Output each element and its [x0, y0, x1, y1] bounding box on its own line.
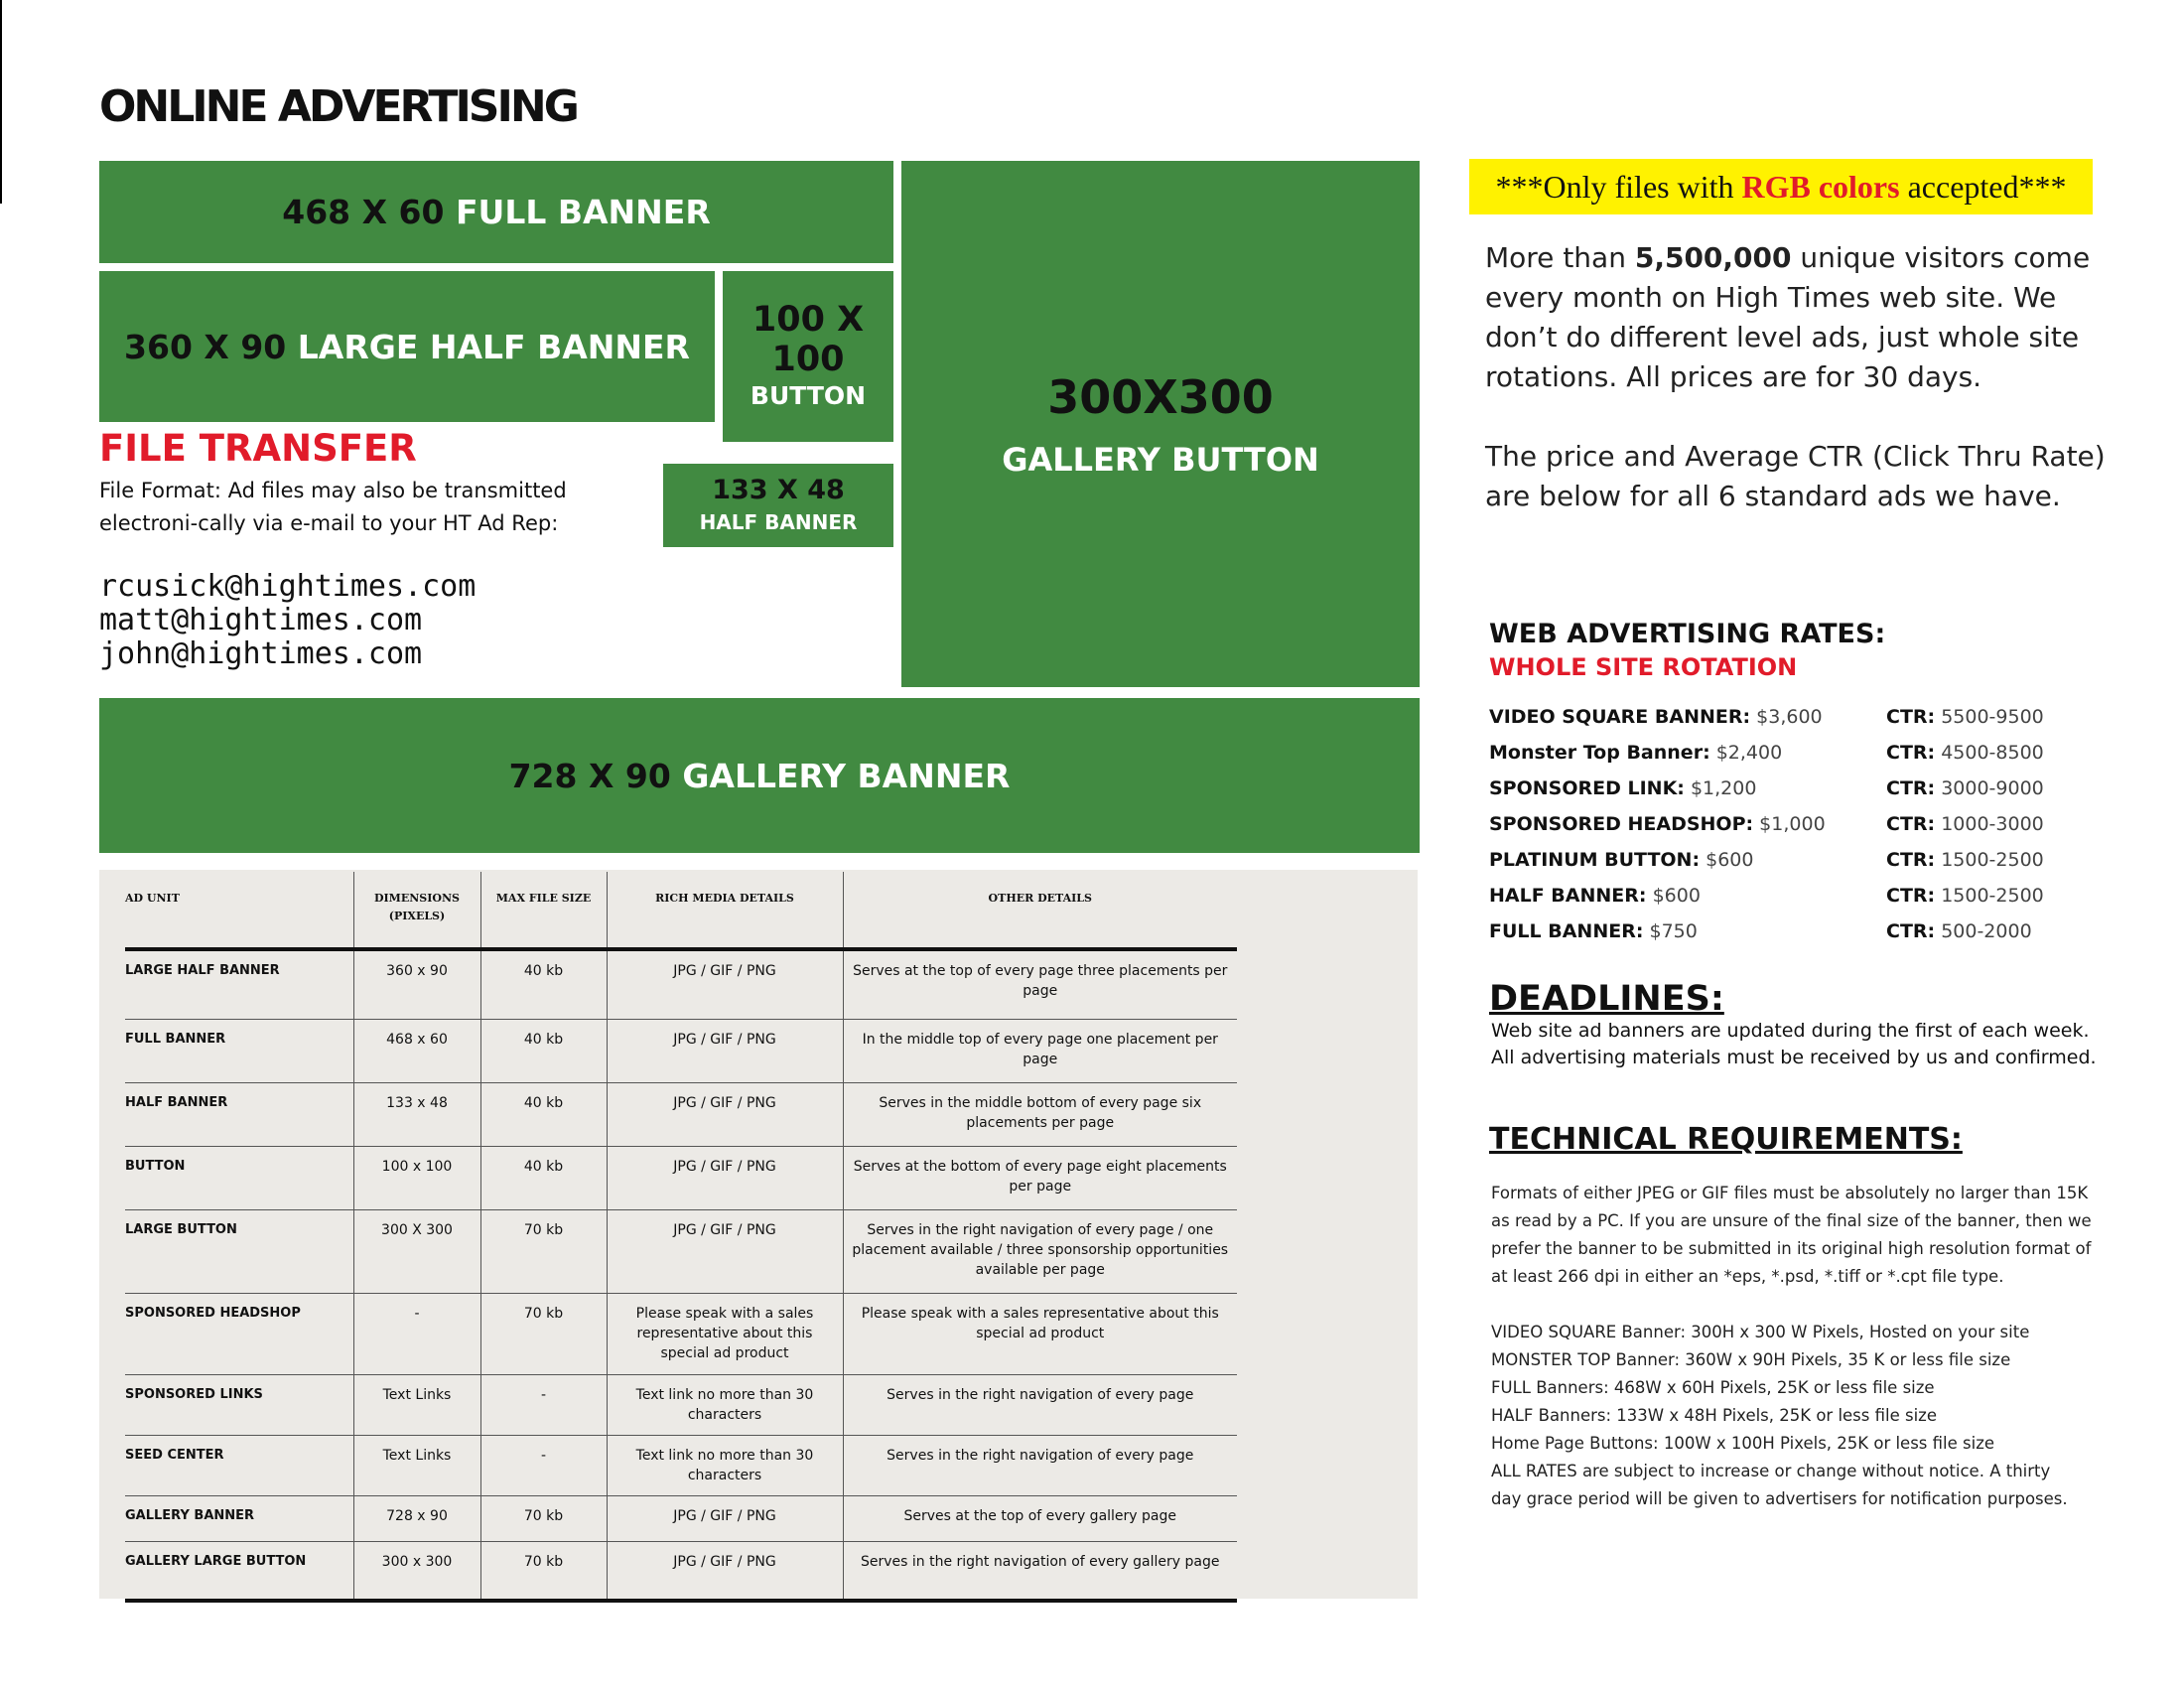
table-cell: FULL BANNER [125, 1019, 353, 1082]
email-link[interactable]: john@hightimes.com [99, 636, 423, 671]
technical-spec-line: Home Page Buttons: 100W x 100H Pixels, 25K or less file size [1491, 1434, 1995, 1453]
gallery-button-label: GALLERY BUTTON [1002, 441, 1319, 479]
table-cell: - [480, 1435, 607, 1495]
intro-text [1485, 238, 2120, 556]
half-banner-dim: 133 X 48 [712, 475, 845, 505]
large-half-banner-label: 360 X 90 LARGE HALF BANNER [124, 327, 690, 366]
half-banner-label: HALF BANNER [699, 510, 858, 534]
button-dim: 100 X 100 [751, 300, 865, 379]
column-header: DIMENSIONS (PIXELS) [353, 872, 480, 949]
column-header: RICH MEDIA DETAILS [607, 872, 843, 949]
table-cell: SEED CENTER [125, 1435, 353, 1495]
intro-paragraph: The price and Average CTR (Click Thru Rate) are below for all 6 standard ads we have. [1485, 440, 2106, 512]
table-cell: 40 kb [480, 1146, 607, 1209]
table-cell: LARGE BUTTON [125, 1209, 353, 1293]
table-cell: Serves in the right navigation of every gallery page [843, 1541, 1237, 1601]
table-cell: JPG / GIF / PNG [607, 1146, 843, 1209]
deadlines-heading: DEADLINES: [1489, 979, 1724, 1019]
table-cell: In the middle top of every page one placement per page [843, 1019, 1237, 1082]
file-transfer-heading: FILE TRANSFER [99, 427, 417, 470]
table-cell: 468 x 60 [353, 1019, 480, 1082]
table-cell: 100 x 100 [353, 1146, 480, 1209]
ad-spec-table [125, 872, 1237, 1603]
full-banner-label: 468 X 60 FULL BANNER [282, 193, 711, 231]
technical-spec-line: MONSTER TOP Banner: 360W x 90H Pixels, 35 K or less file size [1491, 1350, 2011, 1369]
email-link[interactable]: matt@hightimes.com [99, 603, 423, 637]
technical-line: as read by a PC. If you are unsure of the final size of the banner, then we [1491, 1211, 2092, 1230]
table-cell: Serves in the middle bottom of every page six placements per page [843, 1082, 1237, 1146]
table-cell: BUTTON [125, 1146, 353, 1209]
table-cell: SPONSORED HEADSHOP [125, 1293, 353, 1374]
table-cell: SPONSORED LINKS [125, 1374, 353, 1435]
table-row [125, 1019, 1237, 1082]
rate-row: FULL BANNER: $750 CTR: 500-2000 [1489, 920, 2032, 942]
technical-spec-line: VIDEO SQUARE Banner: 300H x 300 W Pixels, Hosted on your site [1491, 1323, 2030, 1341]
column-header: AD UNIT [125, 892, 180, 905]
table-cell: Serves at the top of every page three placements per page [843, 949, 1237, 1019]
full-banner-block [99, 161, 893, 263]
table-cell: 40 kb [480, 1082, 607, 1146]
table-row [125, 1082, 1237, 1146]
file-transfer-text: File Format: Ad files may also be transmitted electroni-cally via e-mail to your HT Ad Rep: [99, 479, 567, 535]
button-block [723, 271, 893, 442]
technical-line: at least 266 dpi in either an *eps, *.psd, *.tiff or *.cpt file type. [1491, 1267, 2004, 1286]
table-cell: Serves at the bottom of every page eight placements per page [843, 1146, 1237, 1209]
table-cell: 728 x 90 [353, 1495, 480, 1541]
table-cell: 70 kb [480, 1541, 607, 1601]
table-cell: Please speak with a sales representative about this special ad product [843, 1293, 1237, 1374]
table-cell: JPG / GIF / PNG [607, 1209, 843, 1293]
rgb-notice: ***Only files with RGB colors accepted*** [1469, 159, 2093, 214]
table-cell: 360 x 90 [353, 949, 480, 1019]
table-cell: Text Links [353, 1374, 480, 1435]
table-cell: JPG / GIF / PNG [607, 949, 843, 1019]
table-row [125, 1374, 1237, 1435]
email-link[interactable]: rcusick@hightimes.com [99, 569, 477, 604]
intro-paragraph: More than 5,500,000 unique visitors come every month on High Times web site. We don’t do different level ads, just whole site rotations. All prices are for 30 days. [1485, 241, 2091, 393]
technical-spec-line: day grace period will be given to advertisers for notification purposes. [1491, 1489, 2068, 1508]
table-cell: 70 kb [480, 1209, 607, 1293]
technical-spec-line: HALF Banners: 133W x 48H Pixels, 25K or less file size [1491, 1406, 1937, 1425]
table-cell: 40 kb [480, 1019, 607, 1082]
table-cell: 40 kb [480, 949, 607, 1019]
technical-spec-line: FULL Banners: 468W x 60H Pixels, 25K or less file size [1491, 1378, 1935, 1397]
technical-spec-line: ALL RATES are subject to increase or change without notice. A thirty [1491, 1462, 2051, 1480]
table-cell: JPG / GIF / PNG [607, 1019, 843, 1082]
table-cell: HALF BANNER [125, 1082, 353, 1146]
table-row [125, 1435, 1237, 1495]
email-list [99, 570, 476, 671]
rate-row: PLATINUM BUTTON: $600 CTR: 1500-2500 [1489, 849, 2044, 871]
table-row [125, 1293, 1237, 1374]
half-banner-block [663, 464, 893, 547]
rate-row: VIDEO SQUARE BANNER: $3,600 CTR: 5500-9500 [1489, 706, 2044, 728]
rates-subheading: WHOLE SITE ROTATION [1489, 653, 1798, 681]
table-cell: Serves at the top of every gallery page [843, 1495, 1237, 1541]
table-cell: JPG / GIF / PNG [607, 1495, 843, 1541]
technical-line: Formats of either JPEG or GIF files must be absolutely no larger than 15K [1491, 1184, 2089, 1202]
technical-line: prefer the banner to be submitted in its original high resolution format of [1491, 1239, 2092, 1258]
table-cell: 300 X 300 [353, 1209, 480, 1293]
large-half-banner-block [99, 271, 715, 422]
column-header: OTHER DETAILS [843, 872, 1237, 949]
table-cell: GALLERY LARGE BUTTON [125, 1541, 353, 1601]
column-header: MAX FILE SIZE [480, 872, 607, 949]
table-cell: Serves in the right navigation of every page / one placement available / three sponsorship opportunities available per page [843, 1209, 1237, 1293]
table-cell: 300 x 300 [353, 1541, 480, 1601]
table-cell: JPG / GIF / PNG [607, 1541, 843, 1601]
rates-heading: WEB ADVERTISING RATES: [1489, 619, 1886, 649]
table-row [125, 1495, 1237, 1541]
table-cell: Please speak with a sales representative about this special ad product [607, 1293, 843, 1374]
rate-row: Monster Top Banner: $2,400 CTR: 4500-8500 [1489, 742, 2044, 764]
table-row [125, 1541, 1237, 1601]
deadlines-line: All advertising materials must be received by us and confirmed. [1491, 1047, 2097, 1068]
table-cell: JPG / GIF / PNG [607, 1082, 843, 1146]
table-cell: 70 kb [480, 1293, 607, 1374]
page-title: ONLINE ADVERTISING [99, 81, 577, 132]
gallery-button-block [901, 161, 1420, 687]
table-cell: Text Links [353, 1435, 480, 1495]
table-cell: LARGE HALF BANNER [125, 949, 353, 1019]
rate-row: SPONSORED HEADSHOP: $1,000 CTR: 1000-3000 [1489, 813, 2044, 835]
table-row [125, 949, 1237, 1019]
table-row [125, 1209, 1237, 1293]
gallery-banner-block [99, 698, 1420, 853]
table-cell: GALLERY BANNER [125, 1495, 353, 1541]
table-header-row [125, 872, 1237, 949]
page-edge-line [0, 0, 2, 204]
technical-heading: TECHNICAL REQUIREMENTS: [1489, 1122, 1963, 1157]
table-cell: 133 x 48 [353, 1082, 480, 1146]
table-cell: Serves in the right navigation of every page [843, 1435, 1237, 1495]
rate-row: SPONSORED LINK: $1,200 CTR: 3000-9000 [1489, 777, 2044, 799]
technical-text [1491, 1180, 2107, 1513]
table-cell: Text link no more than 30 characters [607, 1374, 843, 1435]
table-cell: 70 kb [480, 1495, 607, 1541]
table-cell: Text link no more than 30 characters [607, 1435, 843, 1495]
gallery-button-dim: 300X300 [1047, 370, 1274, 424]
deadlines-text [1491, 1018, 2126, 1071]
rate-row: HALF BANNER: $600 CTR: 1500-2500 [1489, 885, 2044, 907]
ad-spec-panel [99, 870, 1418, 1599]
table-cell: - [353, 1293, 480, 1374]
deadlines-line: Web site ad banners are updated during the first of each week. [1491, 1020, 2090, 1042]
button-label: BUTTON [750, 381, 867, 410]
table-cell: Serves in the right navigation of every page [843, 1374, 1237, 1435]
table-cell: - [480, 1374, 607, 1435]
gallery-banner-label: 728 X 90 GALLERY BANNER [508, 756, 1011, 795]
table-row [125, 1146, 1237, 1209]
